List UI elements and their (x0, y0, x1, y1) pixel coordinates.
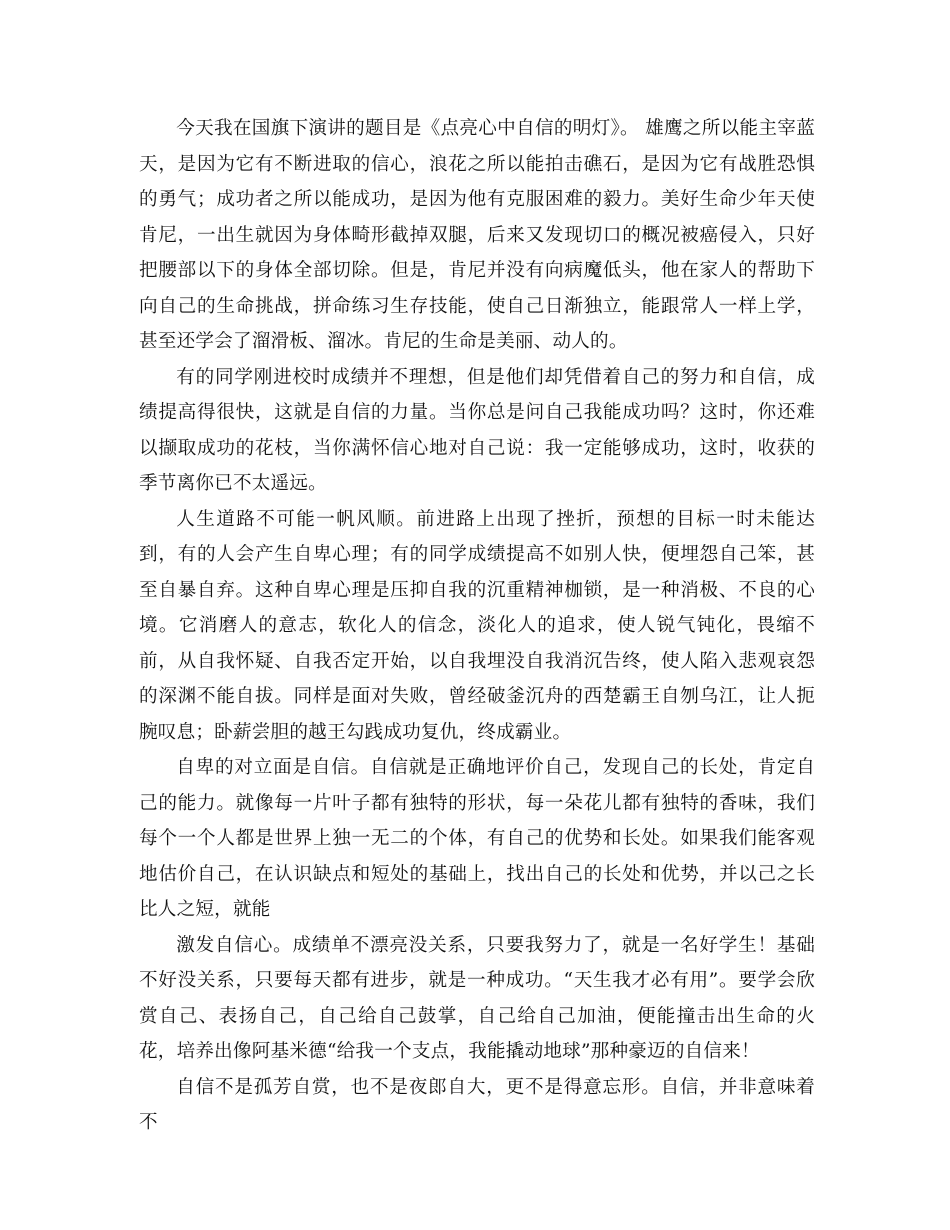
paragraph-5: 激发自信心。成绩单不漂亮没关系，只要我努力了，就是一名好学生！基础不好没关系，只要每天都有进步，就是一种成功。“天生我才必有用”。要学会欣赏自己、表扬自己，自己给自己鼓掌，自己给自己加油，便能撞击出生命的火花，培养出像阿基米德“给我一个支点，我能撬动地球”那种豪迈的自信来！ (139, 934, 815, 1062)
paragraph-3: 人生道路不可能一帆风顺。前进路上出现了挫折，预想的目标一时未能达到，有的人会产生自卑心理；有的同学成绩提高不如别人快，便埋怨自己笨，甚至自暴自弃。这种自卑心理是压抑自我的沉重精神枷锁，是一种消极、不良的心境。它消磨人的意志，软化人的信念，淡化人的追求，使人锐气钝化，畏缩不前，从自我怀疑、自我否定开始，以自我埋没自我消沉告终，使人陷入悲观哀怨的深渊不能自拔。同样是面对失败，曾经破釜沉舟的西楚霸王自刎乌江，让人扼腕叹息；卧薪尝胆的越王勾践成功复仇，终成霸业。 (139, 508, 815, 743)
paragraph-2: 有的同学刚进校时成绩并不理想，但是他们却凭借着自己的努力和自信，成绩提高得很快，这就是自信的力量。当你总是问自己我能成功吗？这时，你还难以撷取成功的花枝，当你满怀信心地对自己说：我一定能够成功，这时，收获的季节离你已不太遥远。 (139, 366, 815, 494)
paragraph-1: 今天我在国旗下演讲的题目是《点亮心中自信的明灯》。 雄鹰之所以能主宰蓝天，是因为它有不断进取的信心，浪花之所以能拍击礁石，是因为它有战胜恐惧的勇气；成功者之所以能成功，是因为他有克服困难的毅力。美好生命少年天使肯尼，一出生就因为身体畸形截掉双腿，后来又发现切口的概况被癌侵入，只好把腰部以下的身体全部切除。但是，肯尼并没有向病魔低头，他在家人的帮助下向自己的生命挑战，拼命练习生存技能，使自己日渐独立，能跟常人一样上学，甚至还学会了溜滑板、溜冰。肯尼的生命是美丽、动人的。 (139, 118, 815, 352)
document-body (139, 111, 815, 1141)
paragraph-6: 自信不是孤芳自赏，也不是夜郎自大，更不是得意忘形。自信，并非意味着不 (139, 1076, 815, 1133)
paragraph-4: 自卑的对立面是自信。自信就是正确地评价自己，发现自己的长处，肯定自己的能力。就像每一片叶子都有独特的形状，每一朵花儿都有独特的香味，我们每个一个人都是世界上独一无二的个体，有自己的优势和长处。如果我们能客观地估价自己，在认识缺点和短处的基础上，找出自己的长处和优势，并以己之长比人之短，就能 (139, 757, 815, 920)
